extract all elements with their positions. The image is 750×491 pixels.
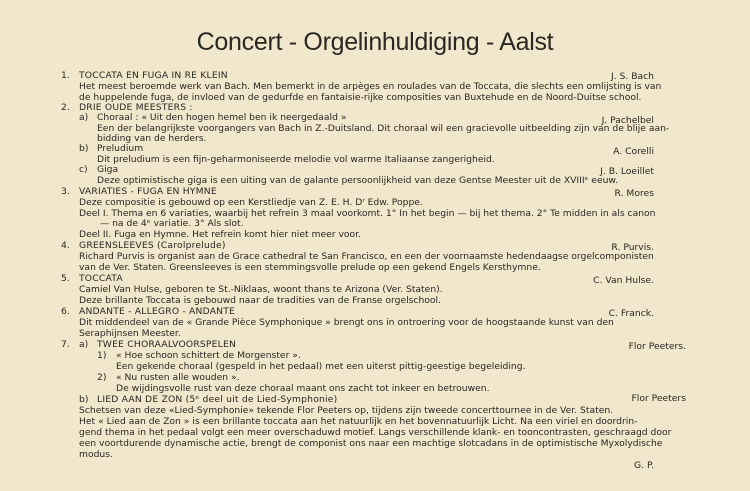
sub-label: 2) <box>97 372 107 383</box>
composer: C. Franck. <box>608 308 654 319</box>
sub-title: Choraal : « Uit den hogen hemel ben ik neergedaald » <box>97 112 347 123</box>
item-text-line: De wijdingsvolle rust van deze choraal maant ons zacht tot inkeer en betrouwen. <box>116 383 490 394</box>
item-heading: ANDANTE - ALLEGRO - ANDANTE <box>79 306 236 317</box>
item-text-line: modus. <box>79 449 113 460</box>
item-text-line: Een gekende choraal (gespeld in het pedaal) met een uiterst pittig-geestige begeleiding. <box>116 361 526 372</box>
page-title: Concert - Orgelinhuldiging - Aalst <box>196 28 554 56</box>
sub-label: b) <box>79 143 89 154</box>
item-number: 4. <box>61 240 70 251</box>
item-text-line: Het meest beroemde werk van Bach. Men bemerkt in de arpèges en roulades van de Toccata, die slechts een omlijsting is van <box>79 81 662 92</box>
composer: R. Purvis. <box>611 242 654 253</box>
item-number: 7. <box>61 339 70 350</box>
item-number: 3. <box>61 186 70 197</box>
sub-title: Giga <box>97 164 119 175</box>
composer: Flor Peeters. <box>628 341 686 352</box>
item-text-line: Dit middendeel van de « Grande Pièce Symphonique » brengt ons in ontroering voor de hoogstaande kunst van den <box>79 317 614 328</box>
item-heading: DRIE OUDE MEESTERS : <box>79 102 193 113</box>
item-heading: LIED AAN DE ZON (5ᵉ deel uit de Lied-Symphonie) <box>97 394 338 405</box>
composer: J. Pachelbel <box>601 115 654 126</box>
item-text-line: — na de 4ᵉ variatie. 3° Als slot. <box>100 218 244 229</box>
sub-title: « Nu rusten alle wouden ». <box>116 372 240 383</box>
composer: A. Corelli <box>613 146 654 157</box>
item-text-line: de huppelende fuga, de invloed van de gedurfde en fantaisie-rijke composities van Buxtehude en de Noord-Duitse school. <box>79 92 642 103</box>
item-text-line: Deel I. Thema en 6 variaties, waarbij het refrein 3 maal voorkomt. 1° In het begin — bij het thema. 2° Te midden in als canon <box>79 208 656 219</box>
item-text-line: Camiel Van Hulse, geboren te St.-Niklaas, woont thans te Arizona (Ver. Staten). <box>79 284 443 295</box>
item-text-line: bidding van de herders. <box>97 133 207 144</box>
item-heading: GREENSLEEVES (Carolprelude) <box>79 240 226 251</box>
item-text-line: Deze compositie is gebouwd op een Kerstliedje van Z. E. H. Dʳ Edw. Poppe. <box>79 197 423 208</box>
item-text-line: Schetsen van deze «Lied-Symphonie» tekende Flor Peeters op, tijdens zijn tweede concerttournee in de Ver. Staten. <box>79 405 614 416</box>
item-number: 2. <box>61 102 70 113</box>
sub-title: « Hoe schoon schittert de Morgenster ». <box>116 350 301 361</box>
item-text-line: een voortdurende dynamische actie, brengt de componist ons naar een machtige slotcadans in de optimistische Myxolydische <box>79 438 663 449</box>
sub-label: b) <box>79 394 89 405</box>
sub-label: a) <box>79 339 89 350</box>
item-number: 5. <box>61 273 70 284</box>
sub-title: Preludium <box>97 143 144 154</box>
item-heading: VARIATIES - FUGA EN HYMNE <box>79 186 217 197</box>
item-text-line: Deel II. Fuga en Hymne. Het refrein komt hier niet meer voor. <box>79 229 362 240</box>
item-number: 6. <box>61 306 70 317</box>
item-text-line: Dit preludium is een fijn-geharmoniseerde melodie vol warme Italiaanse zangerigheid. <box>97 154 495 165</box>
item-text-line: Een der belangrijkste voorgangers van Bach in Z.-Duitsland. Dit choraal wil een gracievolle uitbeelding zijn van de blije aan- <box>97 123 670 134</box>
composer: C. Van Hulse. <box>593 275 654 286</box>
item-text-line: Seraphijnsen Meester. <box>79 328 181 339</box>
item-text-line: Deze brillante Toccata is gebouwd naar de tradities van de Franse orgelschool. <box>79 295 442 306</box>
item-text-line: Het « Lied aan de Zon » is een brillante toccata aan het natuurlijk en het bovennatuurlijk Licht. Na een viriel en doordrin- <box>79 416 638 427</box>
composer: R. Mores <box>614 188 654 199</box>
item-text-line: van de Ver. Staten. Greensleeves is een stemmingsvolle prelude op een gekend Engels Kersthymne. <box>79 262 541 273</box>
item-number: 1. <box>61 70 70 81</box>
composer: J. S. Bach <box>610 71 654 82</box>
item-text-line: Deze optimistische giga is een uiting van de galante persoonlijkheid van deze Gentse Meester uit de XVIIIᵉ eeuw. <box>97 175 619 186</box>
composer: Flor Peeters <box>631 393 686 404</box>
sub-label: a) <box>79 112 89 123</box>
signature: G. P. <box>634 460 654 471</box>
item-heading: TOCCATA <box>79 273 123 284</box>
composer: J. B. Loeillet <box>600 166 654 177</box>
item-heading: TWEE CHORAALVOORSPELEN <box>97 339 237 350</box>
item-text-line: Richard Purvis is organist aan de Grace cathedral te San Francisco, en een der voornaamste hedendaagse orgelcomponisten <box>79 251 654 262</box>
item-heading: TOCCATA EN FUGA IN RE KLEIN <box>79 70 228 81</box>
sub-label: 1) <box>97 350 107 361</box>
item-text-line: gend thema in het pedaal volgt een meer overschaduwd motief. Langs verschillende klank- en tooncontrasten, geschraagd door <box>79 427 672 438</box>
sub-label: c) <box>79 164 88 175</box>
